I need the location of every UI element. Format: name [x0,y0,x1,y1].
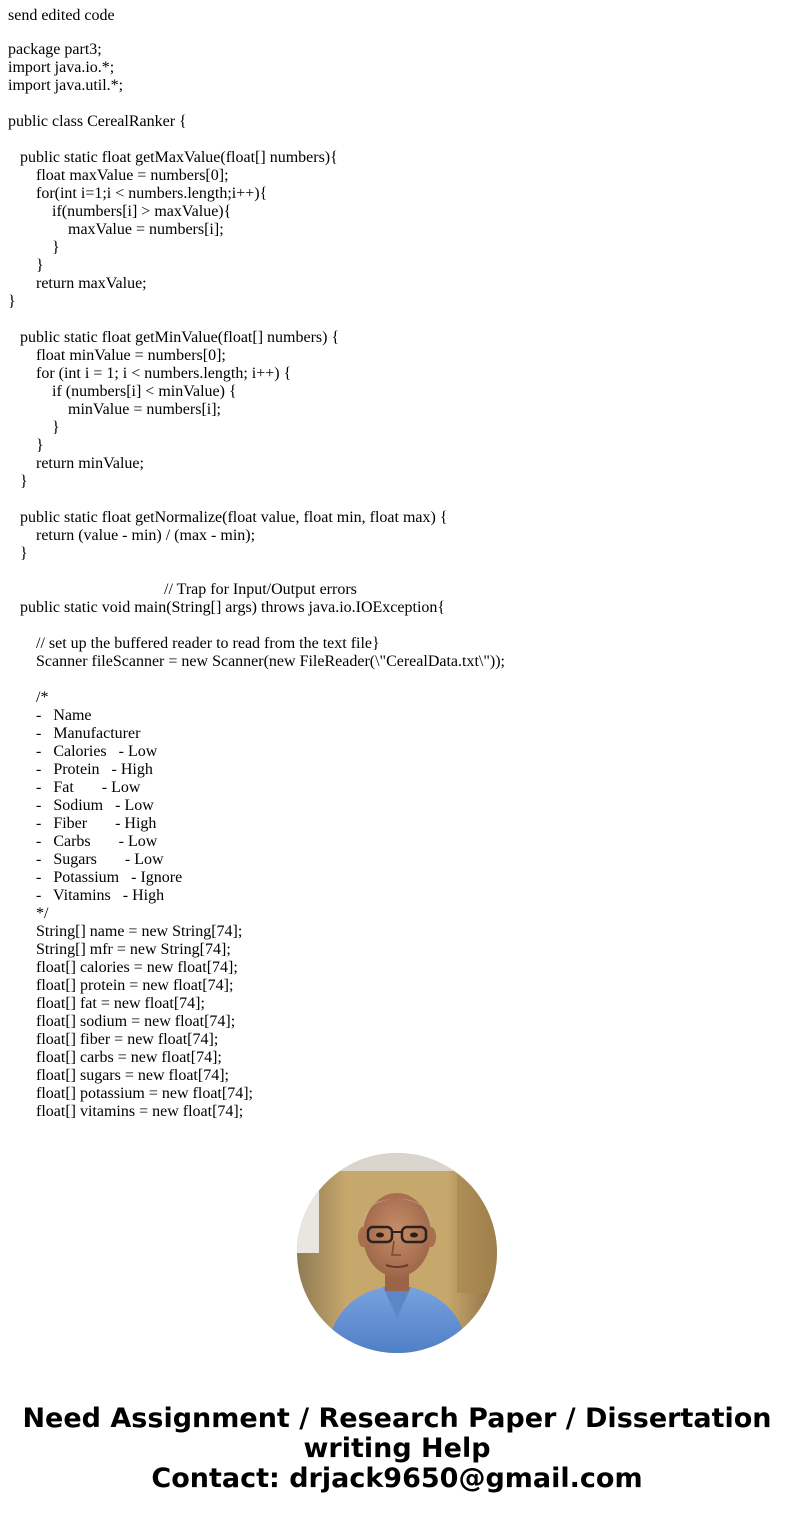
code-line: /* [8,689,49,706]
code-line: // set up the buffered reader to read from the text file} [8,635,380,652]
code-line: float maxValue = numbers[0]; [8,167,229,184]
author-avatar [297,1153,497,1353]
code-line: maxValue = numbers[i]; [8,221,224,238]
code-line: } [8,545,28,562]
code-line: public class CerealRanker { [8,113,187,130]
code-line: } [8,239,60,256]
code-line: - Sugars - Low [8,851,164,868]
code-line: float[] fat = new float[74]; [8,995,205,1012]
code-line: float[] vitamins = new float[74]; [8,1103,244,1120]
code-line: float[] carbs = new float[74]; [8,1049,222,1066]
code-line [8,311,788,329]
code-line: - Protein - High [8,761,153,778]
code-line: } [8,437,44,454]
code-line: float[] sodium = new float[74]; [8,1013,236,1030]
code-line: - Fat - Low [8,779,141,796]
code-line: - Name [8,707,92,724]
code-line: import java.util.*; [8,77,124,94]
code-line: float[] sugars = new float[74]; [8,1067,229,1084]
code-line: String[] name = new String[74]; [8,923,243,940]
intro-text: send edited code [8,7,115,24]
code-block [8,41,788,1121]
code-line: String[] mfr = new String[74]; [8,941,231,958]
code-line: public static float getMinValue(float[] numbers) { [8,329,340,346]
code-line: float[] potassium = new float[74]; [8,1085,253,1102]
code-line [8,563,788,581]
document-body [8,7,788,1121]
code-line: public static float getNormalize(float value, float min, float max) { [8,509,448,526]
code-line [8,95,788,113]
code-line: if (numbers[i] < minValue) { [8,383,237,400]
code-line: float[] fiber = new float[74]; [8,1031,219,1048]
code-line: Scanner fileScanner = new Scanner(new FileReader(\"CerealData.txt\")); [8,653,505,670]
code-line: */ [8,905,49,922]
code-line: - Potassium - Ignore [8,869,183,886]
promo-footer [0,1404,794,1494]
code-line: - Manufacturer [8,725,141,742]
author-portrait-image [297,1153,497,1353]
code-line: public static void main(String[] args) throws java.io.IOException{ [8,599,446,616]
code-line: } [8,293,16,310]
code-line: - Vitamins - High [8,887,165,904]
code-line: import java.io.*; [8,59,115,76]
code-line: - Carbs - Low [8,833,158,850]
code-line: minValue = numbers[i]; [8,401,221,418]
code-line [8,617,788,635]
promo-line-1: Need Assignment / Research Paper / Dissertation [22,1403,772,1434]
code-line: - Sodium - Low [8,797,154,814]
promo-line-2: writing Help [303,1433,491,1464]
code-line: } [8,257,44,274]
code-line: float[] protein = new float[74]; [8,977,234,994]
code-line: public static float getMaxValue(float[] numbers){ [8,149,338,166]
code-line: if(numbers[i] > maxValue){ [8,203,232,220]
code-line [8,131,788,149]
code-line: float minValue = numbers[0]; [8,347,226,364]
code-line: // Trap for Input/Output errors [8,581,357,598]
code-line: float[] calories = new float[74]; [8,959,238,976]
code-line: for(int i=1;i < numbers.length;i++){ [8,185,268,202]
code-line: return maxValue; [8,275,147,292]
code-line [8,671,788,689]
code-line: package part3; [8,41,102,58]
code-line: } [8,419,60,436]
code-line: } [8,473,28,490]
code-line: return minValue; [8,455,144,472]
code-line [8,491,788,509]
code-line: for (int i = 1; i < numbers.length; i++) { [8,365,292,382]
code-line: - Calories - Low [8,743,158,760]
code-line: return (value - min) / (max - min); [8,527,256,544]
promo-contact: Contact: drjack9650@gmail.com [151,1463,643,1494]
code-line: - Fiber - High [8,815,157,832]
